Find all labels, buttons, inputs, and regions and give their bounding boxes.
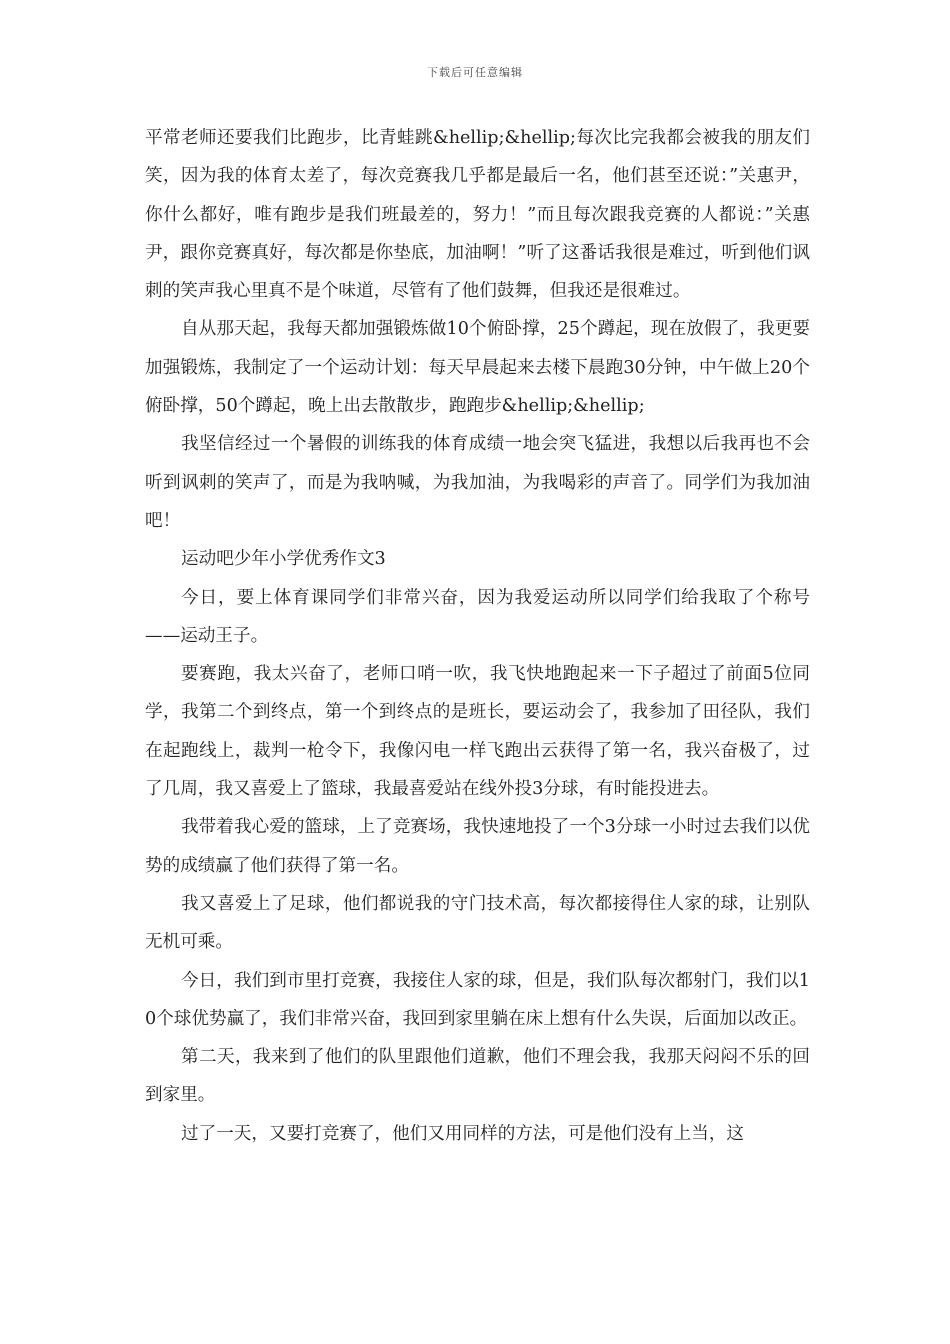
document-body — [145, 119, 810, 1153]
paragraph-1: 平常老师还要我们比跑步，比青蛙跳&hellip;&hellip;每次比完我都会被我的朋友们笑，因为我的体育太差了，每次竞赛我几乎都是最后一名，他们甚至还说：”关惠尹，你什么都好，唯有跑步是我们班最差的，努力！”而且每次跟我竞赛的人都说：”关惠尹，跟你竞赛真好，每次都是你垫底，加油啊！”听了这番话我很是难过，听到他们讽刺的笑声我心里真不是个味道，尽管有了他们鼓舞，但我还是很难过。 — [145, 128, 810, 302]
paragraph-4: 今日，要上体育课同学们非常兴奋，因为我爱运动所以同学们给我取了个称号——运动王子。 — [145, 587, 810, 646]
paragraph-5: 要赛跑，我太兴奋了，老师口哨一吹，我飞快地跑起来一下子超过了前面5位同学，我第二个到终点，第一个到终点的是班长，要运动会了，我参加了田径队，我们在起跑线上，裁判一枪令下，我像闪电一样飞跑出云获得了第一名，我兴奋极了，过了几周，我又喜爱上了篮球，我最喜爱站在线外投3分球，有时能投进去。 — [145, 664, 810, 800]
paragraph-6: 我带着我心爱的篮球，上了竞赛场，我快速地投了一个3分球一小时过去我们以优势的成绩赢了他们获得了第一名。 — [145, 817, 810, 876]
paragraph-8: 今日，我们到市里打竞赛，我接住人家的球，但是，我们队每次都射门，我们以10个球优势赢了，我们非常兴奋，我回到家里躺在床上想有什么失误，后面加以改正。 — [145, 970, 810, 1029]
paragraph-10: 过了一天，又要打竞赛了，他们又用同样的方法，可是他们没有上当，这 — [181, 1123, 745, 1144]
paragraph-3: 我坚信经过一个暑假的训练我的体育成绩一地会突飞猛进，我想以后我再也不会听到讽刺的笑声了，而是为我呐喊，为我加油，为我喝彩的声音了。同学们为我加油吧！ — [145, 434, 810, 531]
paragraph-7: 我又喜爱上了足球，他们都说我的守门技术高，每次都接得住人家的球，让别队无机可乘。 — [145, 893, 810, 953]
section-title: 运动吧少年小学优秀作文3 — [181, 549, 386, 570]
paragraph-2: 自从那天起，我每天都加强锻炼做10个俯卧撑，25个蹲起，现在放假了，我更要加强锻炼，我制定了一个运动计划：每天早晨起来去楼下晨跑30分钟，中午做上20个俯卧撑，50个蹲起，晚上出去散散步，跑跑步&hellip;&hellip; — [145, 319, 810, 417]
page-header: 下载后可任意编辑 — [427, 66, 523, 79]
paragraph-9: 第二天，我来到了他们的队里跟他们道歉，他们不理会我，我那天闷闷不乐的回到家里。 — [145, 1047, 810, 1106]
